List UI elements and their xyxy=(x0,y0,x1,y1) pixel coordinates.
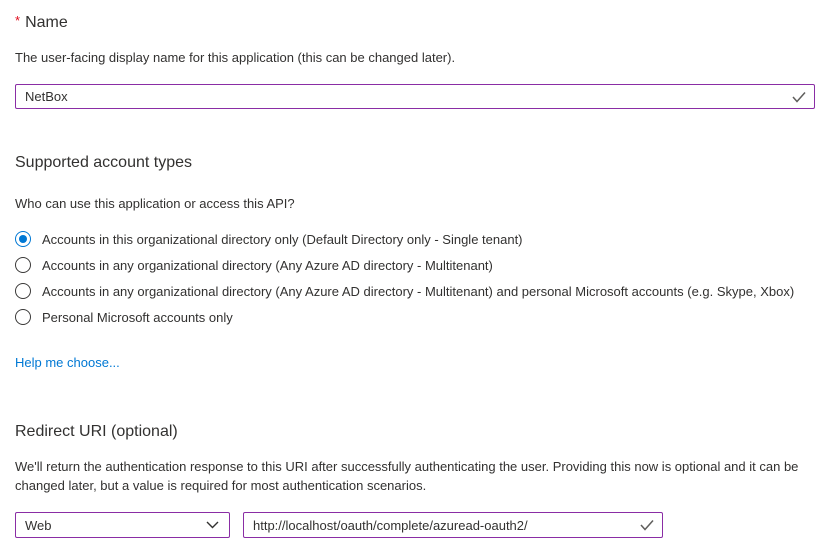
radio-option-single-tenant[interactable] xyxy=(15,226,815,252)
name-section-title xyxy=(15,11,815,33)
redirect-uri-title: Redirect URI (optional) xyxy=(15,423,178,440)
platform-select-value: Web xyxy=(25,517,52,533)
radio-option-label[interactable]: Accounts in any organizational directory (Any Azure AD directory - Multitenant) xyxy=(42,257,493,273)
radio-button-icon[interactable] xyxy=(15,257,31,273)
checkmark-icon xyxy=(640,519,654,531)
radio-option-label[interactable]: Accounts in any organizational directory (Any Azure AD directory - Multitenant) and personal Microsoft accounts (e.g. Skype, Xbox) xyxy=(42,283,795,299)
chevron-down-icon xyxy=(206,521,219,529)
radio-option-multitenant[interactable] xyxy=(15,252,815,278)
account-types-title: Supported account types xyxy=(15,154,193,171)
radio-option-personal-only[interactable] xyxy=(15,304,815,330)
name-title-text: Name xyxy=(25,14,68,31)
name-input-wrap xyxy=(15,84,815,109)
radio-button-icon[interactable] xyxy=(15,283,31,299)
supported-account-types-section xyxy=(15,153,815,372)
radio-button-icon[interactable] xyxy=(15,231,31,247)
redirect-uri-section xyxy=(15,422,815,538)
radio-option-multitenant-personal[interactable] xyxy=(15,278,815,304)
required-marker: * xyxy=(15,13,21,28)
radio-option-label[interactable]: Personal Microsoft accounts only xyxy=(42,309,233,325)
name-input[interactable] xyxy=(15,84,815,109)
name-section xyxy=(15,11,815,109)
radio-button-icon[interactable] xyxy=(15,309,31,325)
help-me-choose-link[interactable]: Help me choose... xyxy=(15,355,120,370)
checkmark-icon xyxy=(792,91,806,103)
redirect-uri-description: We'll return the authentication response to this URI after successfully authenticating the user. Providing this now is optional and it can be changed later, but a value is required for most authentication scenarios. xyxy=(15,459,799,493)
radio-option-label[interactable]: Accounts in this organizational directory only (Default Directory only - Single tenant) xyxy=(42,231,523,247)
account-types-radio-group xyxy=(15,226,815,330)
account-types-question: Who can use this application or access this API? xyxy=(15,196,295,211)
name-description: The user-facing display name for this application (this can be changed later). xyxy=(15,50,456,65)
